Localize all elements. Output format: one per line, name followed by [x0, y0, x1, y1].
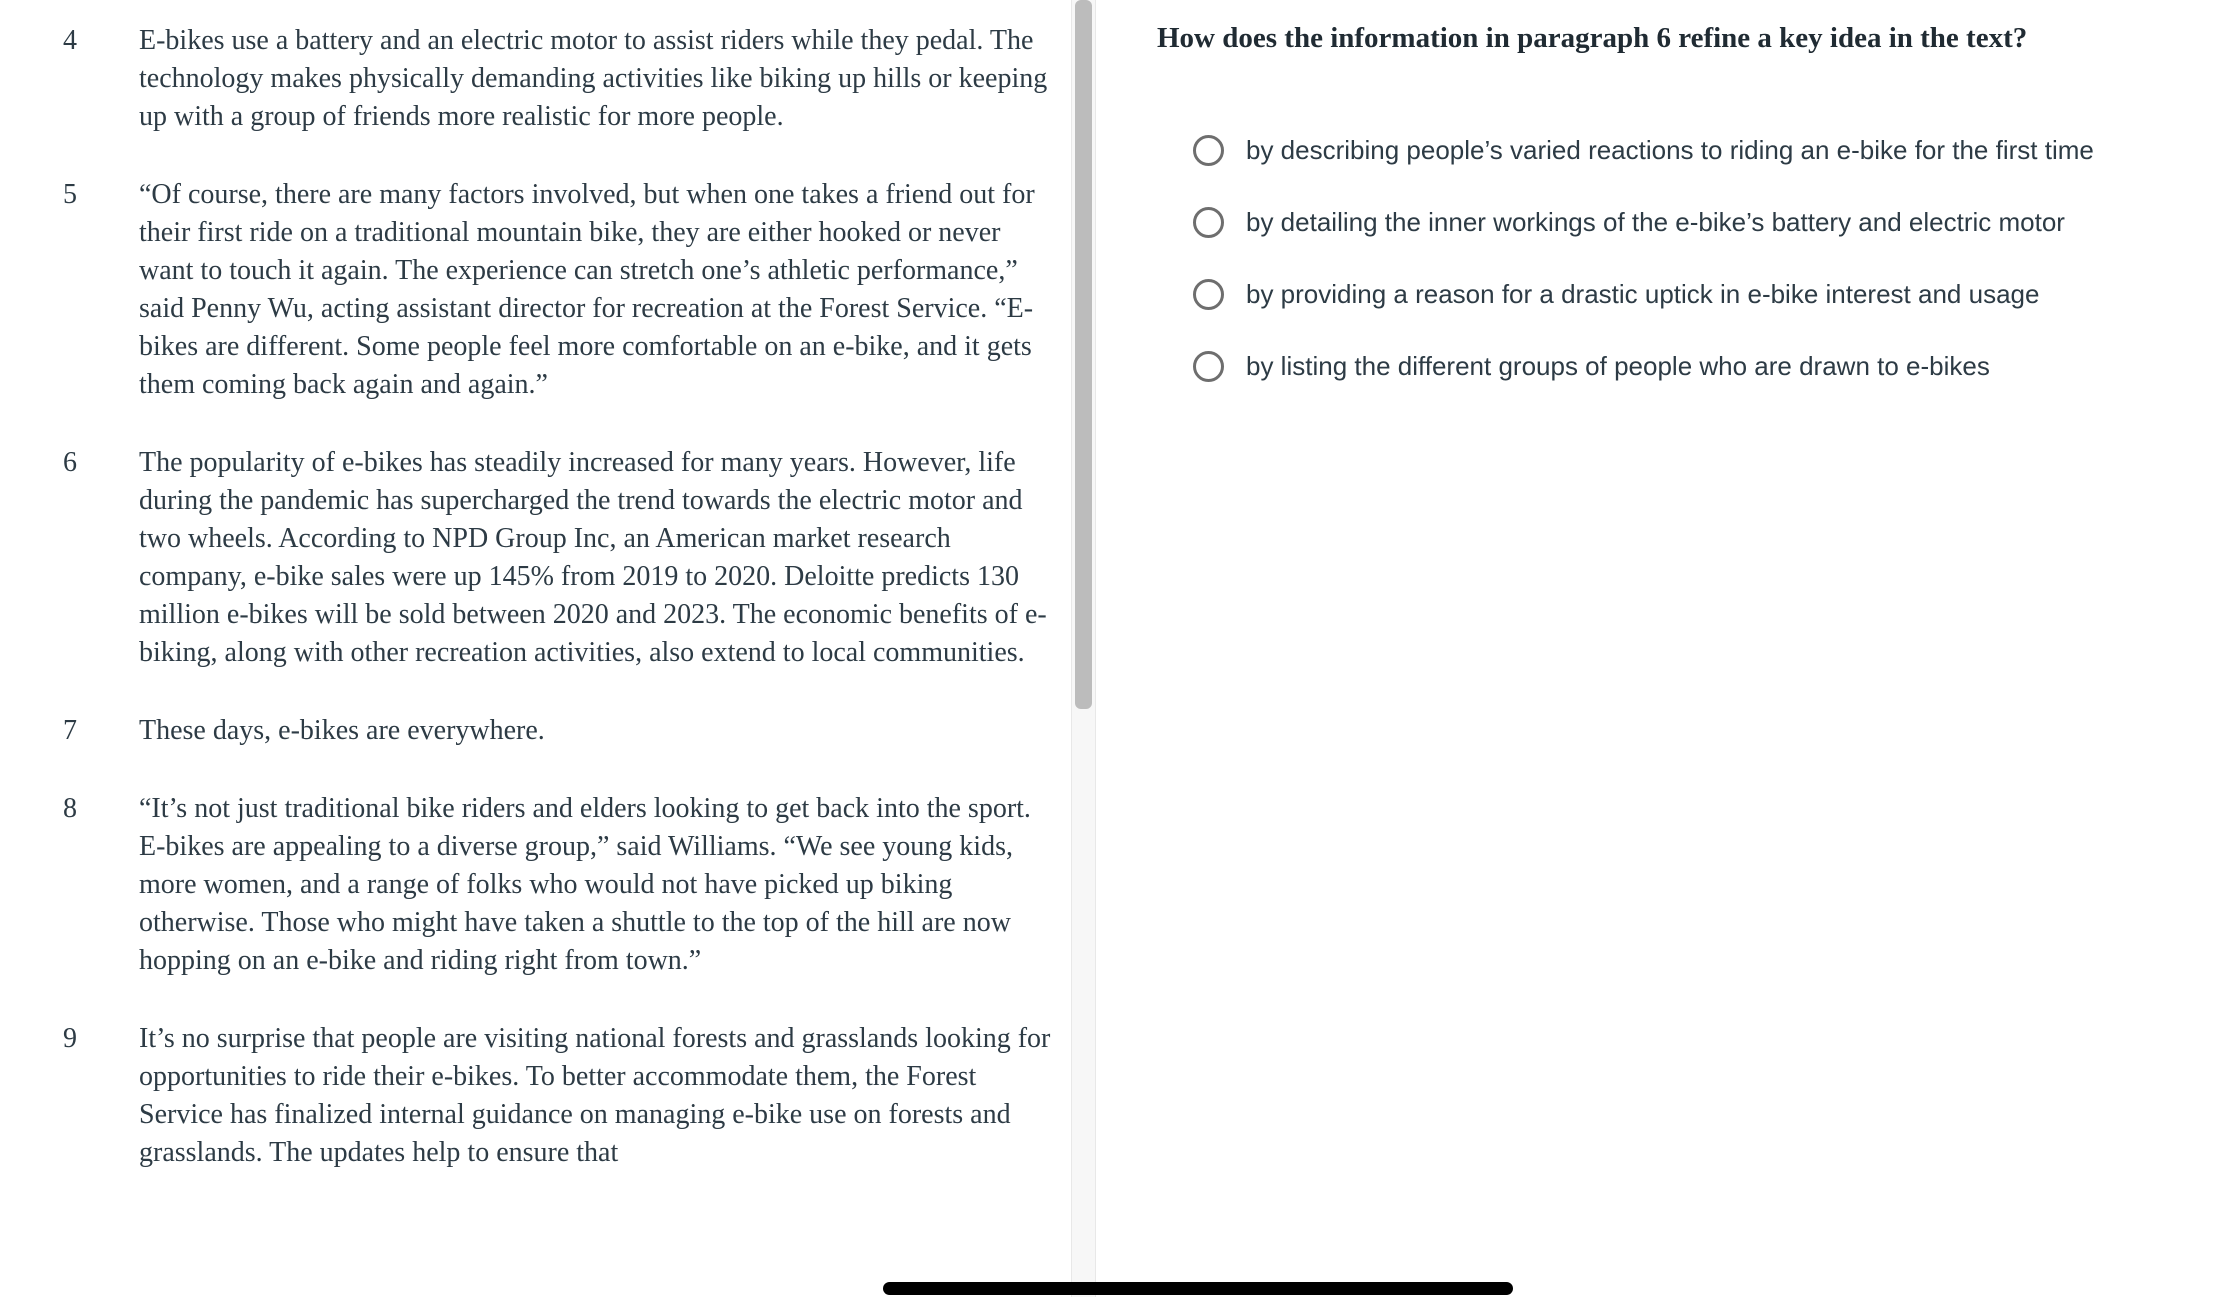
- passage-panel: [0, 0, 1063, 1297]
- passage-paragraph: [0, 176, 1063, 404]
- question-title: How does the information in paragraph 6 refine a key idea in the text?: [1157, 22, 2028, 54]
- answer-option-4[interactable]: [1193, 347, 2217, 385]
- paragraph-number: 4: [63, 25, 77, 56]
- paragraph-text: It’s no surprise that people are visiting national forests and grasslands looking for opportunities to ride their e-bikes. To better accommodate them, the Forest Service has finalized internal guidance on managing e-bike use on forests and grasslands. The updates help to ensure that: [139, 1023, 1051, 1168]
- paragraph-text: “Of course, there are many factors involved, but when one takes a friend out for their first ride on a traditional mountain bike, they are either hooked or never want to touch it again. The experience can stretch one’s athletic performance,” said Penny Wu, acting assistant director for recreation at the Forest Service. “E-bikes are different. Some people feel more comfortable on an e-bike, and it gets them coming back again and again.”: [139, 179, 1035, 400]
- paragraph-text: The popularity of e-bikes has steadily increased for many years. However, life during the pandemic has supercharged the trend towards the electric motor and two wheels. According to NPD Group Inc, an American market research company, e-bike sales were up 145% from 2019 to 2020. Deloitte predicts 130 million e-bikes will be sold between 2020 and 2023. The economic benefits of e-biking, along with other recreation activities, also extend to local communities.: [139, 447, 1047, 668]
- answer-option-3[interactable]: [1193, 275, 2217, 313]
- answer-options-group: [1193, 131, 2217, 385]
- radio-button-icon[interactable]: [1193, 135, 1224, 166]
- bottom-drag-handle[interactable]: [883, 1282, 1513, 1295]
- radio-button-icon[interactable]: [1193, 207, 1224, 238]
- answer-option-label: by detailing the inner workings of the e-bike’s battery and electric motor: [1246, 207, 2065, 237]
- answer-option-label: by providing a reason for a drastic uptick in e-bike interest and usage: [1246, 279, 2040, 309]
- paragraph-number: 7: [63, 715, 77, 746]
- paragraph-text: E-bikes use a battery and an electric motor to assist riders while they pedal. The technology makes physically demanding activities like biking up hills or keeping up with a group of friends more realistic for more people.: [139, 25, 1048, 132]
- answer-option-1[interactable]: [1193, 131, 2217, 169]
- paragraph-text: These days, e-bikes are everywhere.: [139, 715, 545, 746]
- paragraph-number: 8: [63, 793, 77, 824]
- passage-paragraph: [0, 22, 1063, 136]
- passage-paragraph: [0, 1020, 1063, 1172]
- radio-button-icon[interactable]: [1193, 279, 1224, 310]
- answer-option-2[interactable]: [1193, 203, 2217, 241]
- answer-option-label: by describing people’s varied reactions to riding an e-bike for the first time: [1246, 135, 2094, 165]
- paragraph-number: 5: [63, 179, 77, 210]
- radio-button-icon[interactable]: [1193, 351, 1224, 382]
- paragraph-text: “It’s not just traditional bike riders and elders looking to get back into the sport. E-bikes are appealing to a diverse group,” said Williams. “We see young kids, more women, and a range of folks who would not have picked up biking otherwise. Those who might have taken a shuttle to the top of the hill are now hopping on an e-bike and riding right from town.”: [139, 793, 1031, 976]
- paragraph-number: 6: [63, 447, 77, 478]
- answer-option-label: by listing the different groups of people who are drawn to e-bikes: [1246, 351, 1990, 381]
- paragraph-number: 9: [63, 1023, 77, 1054]
- passage-paragraph: [0, 790, 1063, 980]
- question-panel: [1120, 0, 2237, 1297]
- passage-scrollbar-track[interactable]: [1071, 0, 1096, 1297]
- passage-paragraph: [0, 712, 1063, 750]
- passage-scrollbar-thumb[interactable]: [1075, 0, 1092, 709]
- passage-paragraph: [0, 444, 1063, 672]
